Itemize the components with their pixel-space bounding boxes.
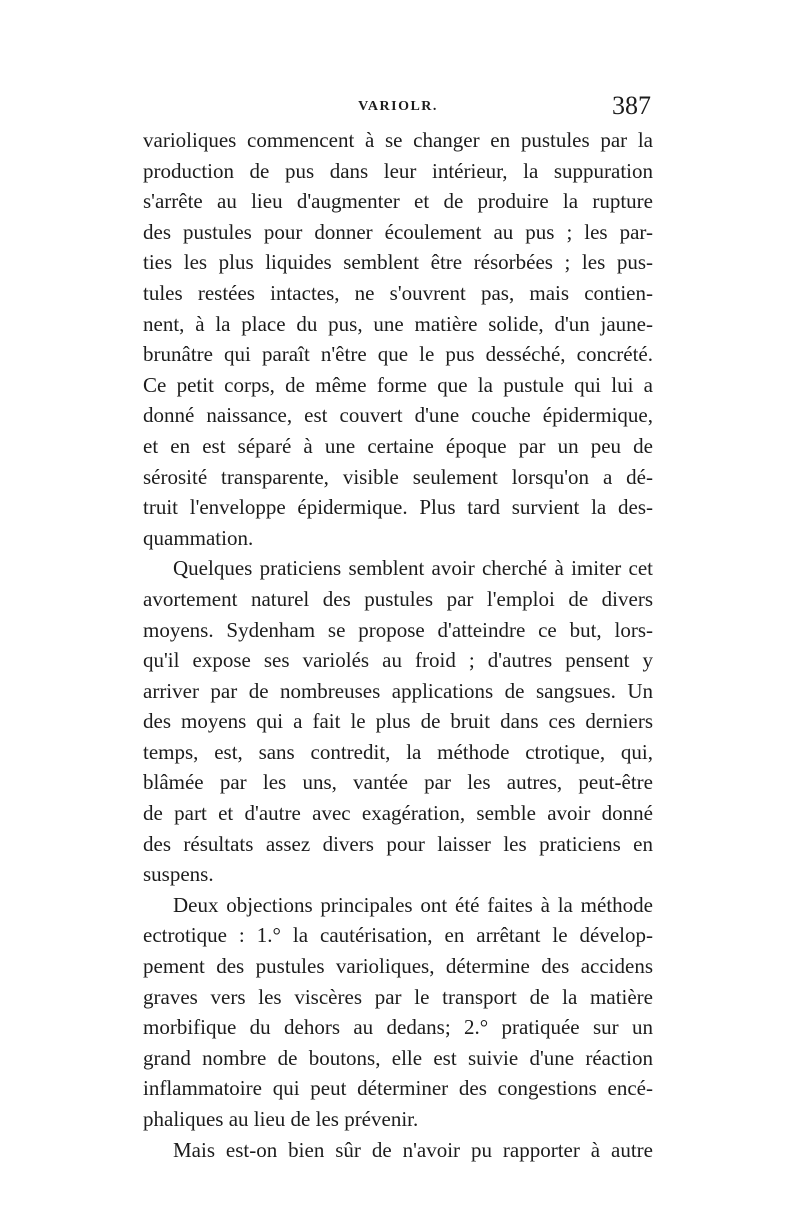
running-title: VARIOLR. [358, 99, 438, 114]
text-line: phaliques au lieu de les prévenir. [143, 1107, 419, 1131]
text-line: nent, à la place du pus, une matière solide, d'un jaune- [143, 311, 653, 336]
text-line: de part et d'autre avec exagération, semble avoir donné [143, 801, 653, 826]
text-line: ectrotique : 1.° la cautérisation, en arrêtant le dévelop- [143, 923, 653, 948]
page-number: 387 [612, 91, 651, 120]
text-line: tules restées intactes, ne s'ouvrent pas, mais contien- [143, 280, 653, 305]
text-line: suspens. [143, 862, 214, 887]
text-line: pement des pustules varioliques, détermine des accidens [143, 954, 653, 979]
text-line: blâmée par les uns, vantée par les autres, peut-être [143, 770, 653, 795]
text-line: ties les plus liquides semblent être résorbées ; les pus- [143, 250, 653, 275]
text-line: des moyens qui a fait le plus de bruit dans ces derniers [143, 709, 653, 734]
text-line: morbifique du dehors au dedans; 2.° pratiquée sur un [143, 1015, 653, 1040]
text-line: production de pus dans leur intérieur, la suppuration [143, 158, 653, 183]
text-line: truit l'enveloppe épidermique. Plus tard survient la des- [143, 495, 653, 520]
text-line: brunâtre qui paraît n'être que le pus desséché, concrété. [143, 342, 653, 367]
text-line: s'arrête au lieu d'augmenter et de produire la rupture [143, 189, 653, 214]
paragraph-start-line: Mais est-on bien sûr de n'avoir pu rapporter à autre [173, 1137, 653, 1162]
body-text [143, 125, 653, 1165]
paragraph-start-line: Deux objections principales ont été faites à la méthode [173, 892, 653, 917]
running-head [143, 93, 653, 123]
text-line: sérosité transparente, visible seulement lorsqu'on a dé- [143, 464, 653, 489]
text-line: quammation. [143, 525, 254, 550]
text-line: donné naissance, est couvert d'une couche épidermique, [143, 403, 653, 428]
text-line: moyens. Sydenham se propose d'atteindre ce but, lors- [143, 617, 653, 642]
text-line: varioliques commencent à se changer en pustules par la [143, 128, 653, 152]
text-line: et en est séparé à une certaine époque par un peu de [143, 433, 653, 458]
text-line: inflammatoire qui peut déterminer des congestions encé- [143, 1076, 653, 1101]
text-line: Ce petit corps, de même forme que la pustule qui lui a [143, 372, 653, 397]
text-line: graves vers les viscères par le transport de la matière [143, 984, 653, 1009]
text-line: qu'il expose ses variolés au froid ; d'autres pensent y [143, 648, 653, 673]
text-line: avortement naturel des pustules par l'emploi de divers [143, 586, 653, 611]
text-line: temps, est, sans contredit, la méthode ctrotique, qui, [143, 739, 653, 764]
text-line: des résultats assez divers pour laisser les praticiens en [143, 831, 653, 856]
text-line: arriver par de nombreuses applications de sangsues. Un [143, 678, 653, 703]
paragraph-start-line: Quelques praticiens semblent avoir cherché à imiter cet [173, 556, 653, 581]
text-line: grand nombre de boutons, elle est suivie d'une réaction [143, 1045, 653, 1070]
text-line: des pustules pour donner écoulement au pus ; les par- [143, 219, 653, 244]
